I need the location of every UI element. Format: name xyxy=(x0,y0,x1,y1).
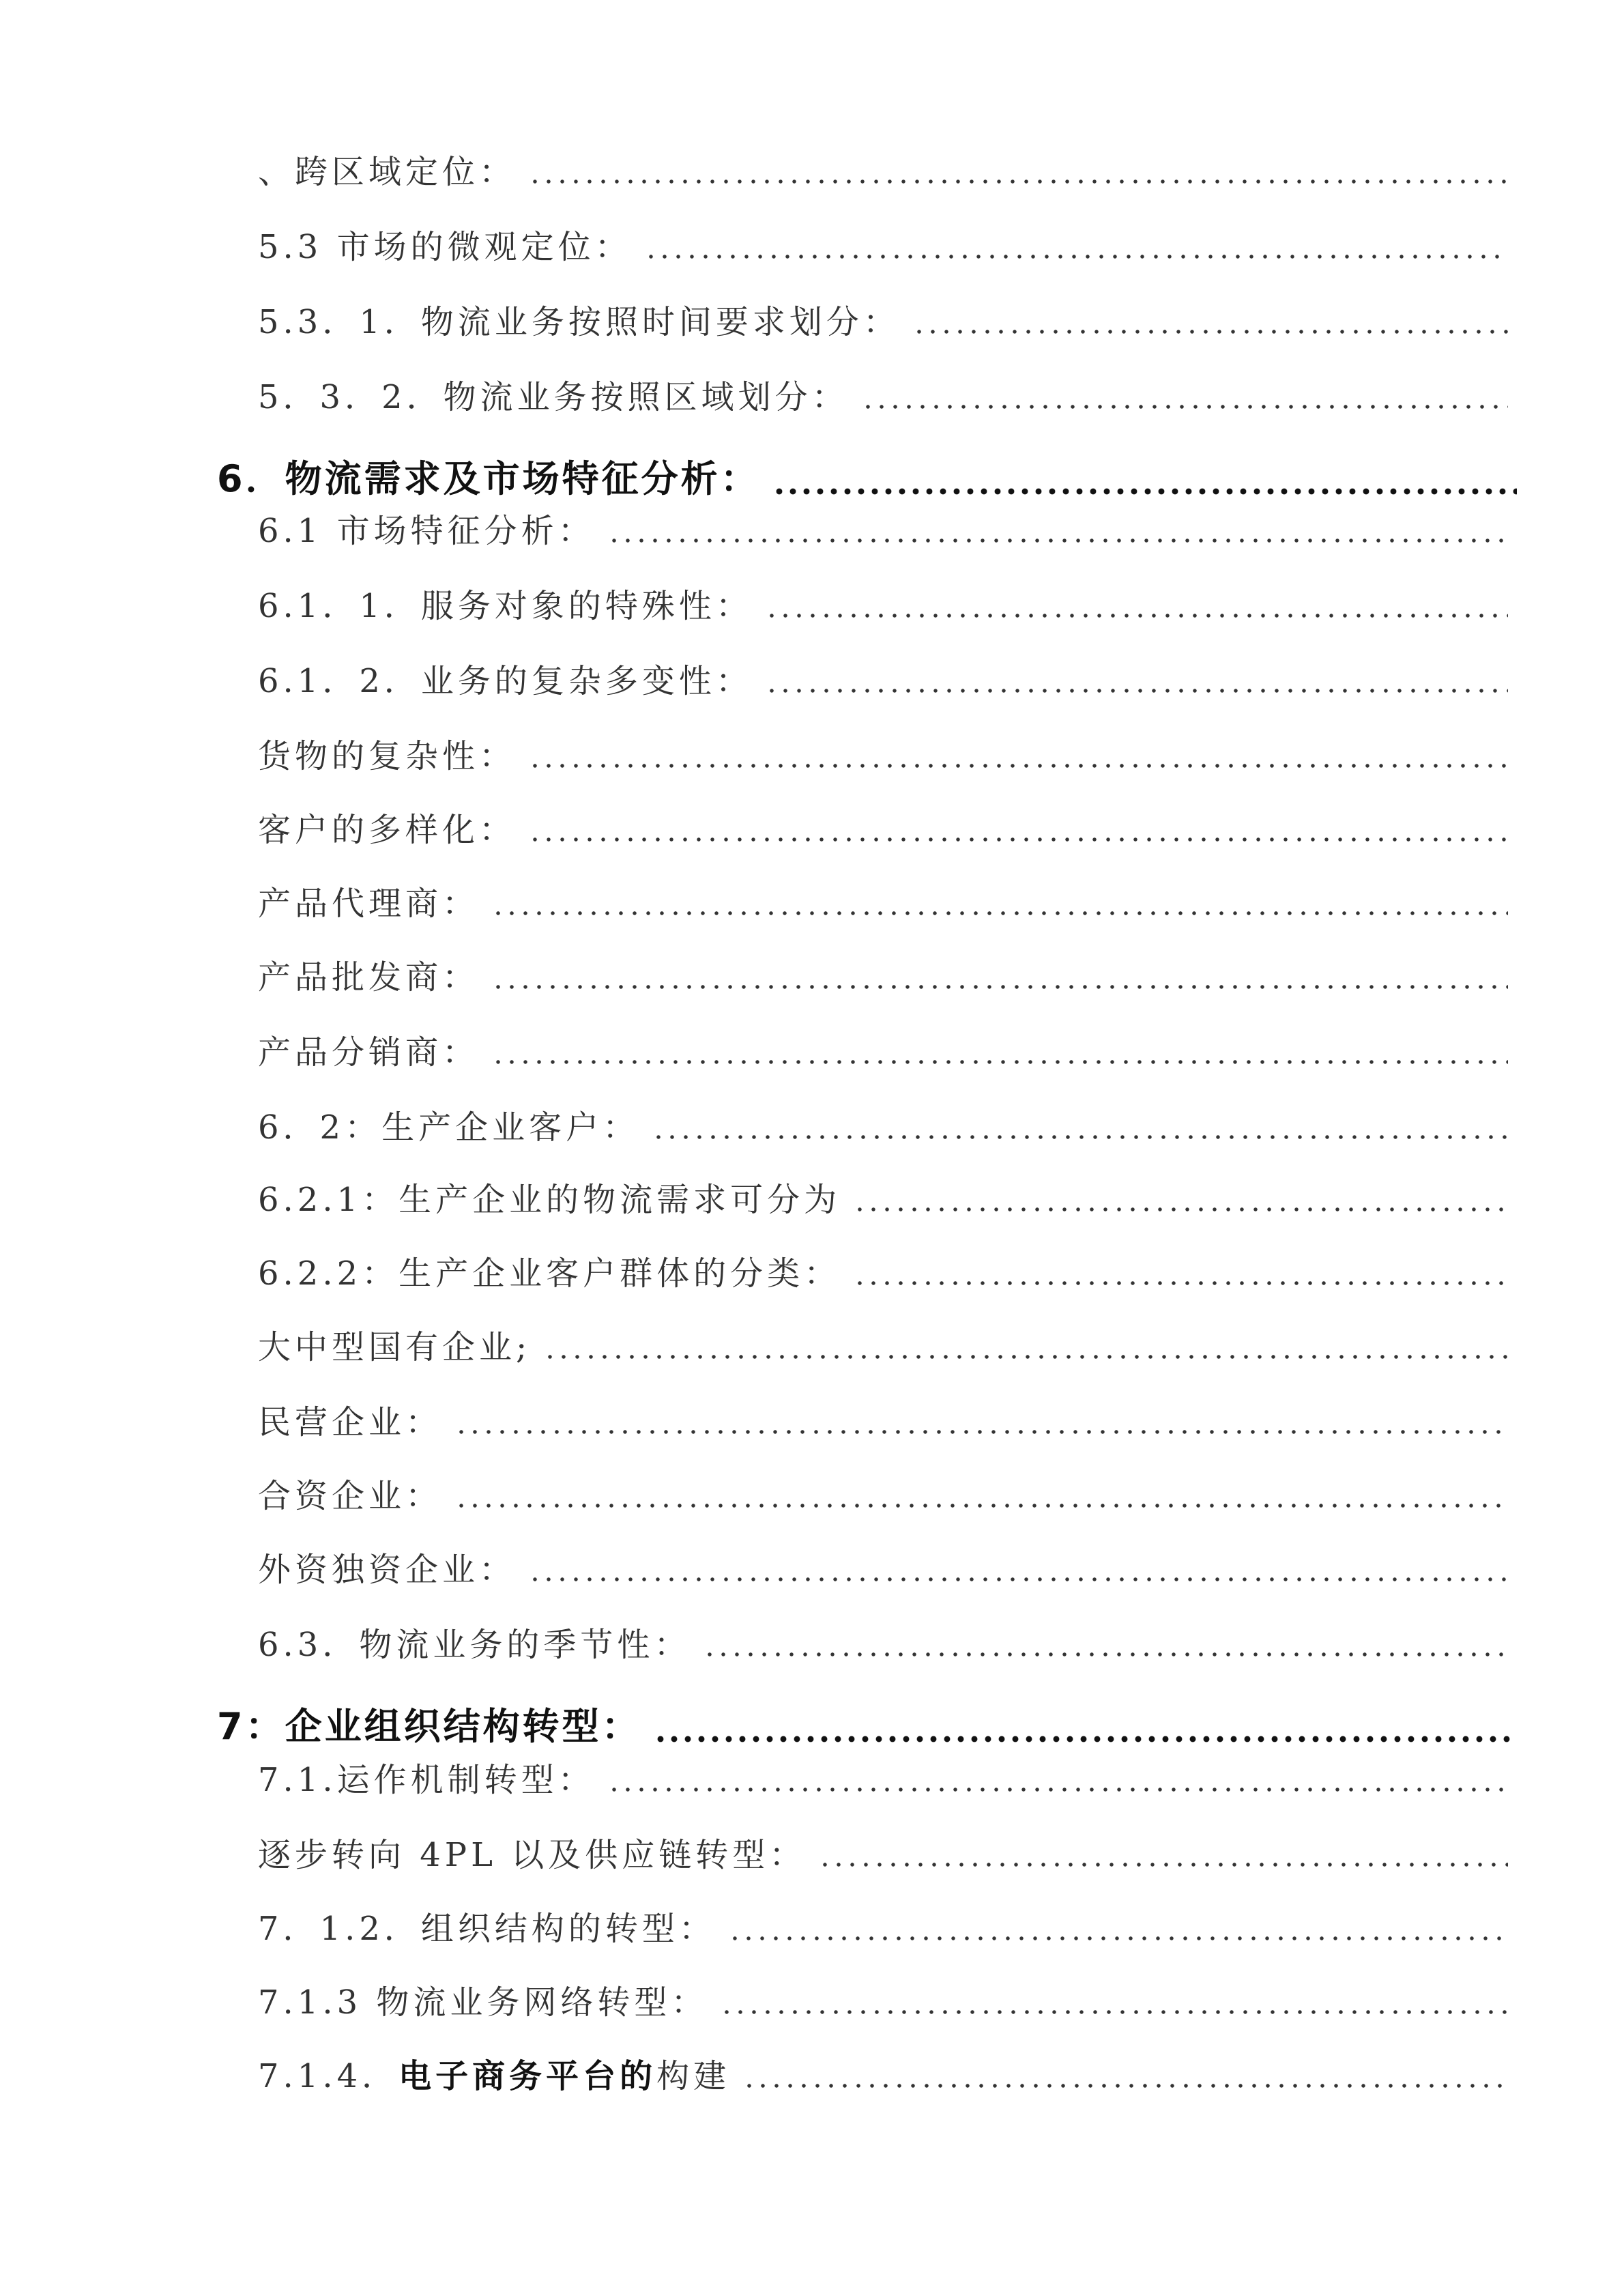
toc-entry-label: 6.2.2：生产企业客户群体的分类： xyxy=(258,1254,841,1293)
toc-entry-suffix: 构建 xyxy=(656,2057,731,2095)
dot-leader xyxy=(765,612,1508,620)
dot-leader xyxy=(728,1934,1508,1942)
toc-entry-label: 逐步转向 4PL 以及供应链转型： xyxy=(258,1836,807,1874)
dot-leader xyxy=(742,2082,1508,2090)
dot-leader xyxy=(765,687,1508,695)
toc-entry-label: 民营企业： xyxy=(258,1403,443,1441)
toc-entry-5-3-2[interactable] xyxy=(258,374,1508,418)
toc-entry-label: 5.3．1．物流业务按照时间要求划分： xyxy=(258,303,900,341)
toc-entry-6-1[interactable] xyxy=(258,508,1508,551)
toc-entry-label: 、跨区域定位： xyxy=(258,153,517,191)
dot-leader xyxy=(652,1133,1508,1141)
toc-entry-cross-region-positioning[interactable] xyxy=(258,149,1508,192)
dot-leader xyxy=(853,1205,1508,1214)
toc-entry-label: 大中型国有企业; xyxy=(258,1328,532,1366)
dot-leader xyxy=(644,253,1508,261)
dot-leader xyxy=(454,1502,1508,1510)
toc-entry-7-1-2[interactable] xyxy=(258,1906,1508,1949)
toc-entry-label: 7.1.3 物流业务网络转型： xyxy=(258,1983,708,2022)
toc-entry-product-distributor[interactable] xyxy=(258,1029,1508,1073)
toc-entry-state-owned[interactable] xyxy=(258,1324,1508,1368)
dot-leader xyxy=(607,1785,1508,1794)
dot-leader xyxy=(491,909,1508,917)
toc-chapter-6[interactable] xyxy=(217,455,1517,502)
toc-entry-label: 6.1．2．业务的复杂多变性： xyxy=(258,662,753,700)
dot-leader xyxy=(528,762,1508,770)
toc-entry-6-3[interactable] xyxy=(258,1622,1508,1665)
toc-entry-label: 外资独资企业： xyxy=(258,1551,517,1589)
dot-leader xyxy=(454,1428,1508,1436)
toc-entry-label: 产品分销商： xyxy=(258,1033,480,1072)
dot-leader xyxy=(491,983,1508,991)
toc-entry-7-1[interactable] xyxy=(258,1757,1508,1800)
toc-entry-label: 货物的复杂性： xyxy=(258,737,517,775)
dot-leader xyxy=(772,487,1517,496)
toc-entry-cargo-complexity[interactable] xyxy=(258,733,1508,777)
dot-leader xyxy=(720,2008,1508,2016)
toc-entry-foreign-owned[interactable] xyxy=(258,1547,1508,1590)
toc-entry-7-1-3[interactable] xyxy=(258,1979,1508,2023)
dot-leader xyxy=(861,403,1508,411)
toc-chapter-label: 6．物流需求及市场特征分析： xyxy=(217,457,760,500)
toc-chapter-7[interactable] xyxy=(217,1702,1517,1750)
dot-leader xyxy=(703,1650,1508,1659)
dot-leader xyxy=(543,1353,1508,1361)
toc-entry-6-2-1[interactable] xyxy=(258,1177,1508,1220)
toc-entry-5-3-1[interactable] xyxy=(258,299,1508,343)
toc-entry-label: 5.3 市场的微观定位： xyxy=(258,228,632,266)
toc-entry-product-agent[interactable] xyxy=(258,880,1508,924)
toc-entry-label: 7．1.2．组织结构的转型： xyxy=(258,1910,716,1948)
dot-leader xyxy=(853,1279,1508,1287)
dot-leader xyxy=(607,536,1508,545)
toc-entry-label: 7.1.运作机制转型： xyxy=(258,1761,595,1799)
dot-leader xyxy=(912,328,1508,336)
toc-entry-label: 6.2.1：生产企业的物流需求可分为 xyxy=(258,1181,841,1219)
toc-entry-6-2[interactable] xyxy=(258,1104,1508,1148)
toc-entry-7-1-4[interactable] xyxy=(258,2053,1508,2097)
toc-entry-label: 6.3．物流业务的季节性： xyxy=(258,1626,691,1664)
toc-entry-label: 产品批发商： xyxy=(258,958,480,996)
toc-entry-product-wholesaler[interactable] xyxy=(258,954,1508,998)
dot-leader xyxy=(528,177,1508,186)
toc-entry-bold-part: 电子商务平台的 xyxy=(398,2057,657,2095)
toc-entry-customer-diversity[interactable] xyxy=(258,807,1508,850)
toc-entry-5-3[interactable] xyxy=(258,224,1508,268)
dot-leader xyxy=(491,1058,1508,1066)
dot-leader xyxy=(528,1575,1508,1583)
toc-entry-label: 6．2：生产企业客户： xyxy=(258,1108,640,1147)
toc-entry-label: 产品代理商： xyxy=(258,885,480,923)
toc-entry-6-2-2[interactable] xyxy=(258,1250,1508,1294)
toc-entry-label xyxy=(258,2053,730,2097)
toc-entry-label: 6.1．1．服务对象的特殊性： xyxy=(258,587,753,625)
toc-entry-6-1-1[interactable] xyxy=(258,583,1508,627)
toc-entry-joint-venture[interactable] xyxy=(258,1473,1508,1517)
toc-entry-private[interactable] xyxy=(258,1399,1508,1443)
toc-entry-label: 合资企业： xyxy=(258,1477,443,1515)
dot-leader xyxy=(654,1735,1517,1743)
toc-entry-6-1-2[interactable] xyxy=(258,658,1508,702)
toc-chapter-label: 7：企业组织结构转型： xyxy=(217,1705,641,1748)
toc-entry-label: 客户的多样化： xyxy=(258,811,517,849)
toc-entry-4pl-transition[interactable] xyxy=(258,1832,1508,1876)
toc-entry-prefix: 7.1.4． xyxy=(258,2057,399,2095)
dot-leader xyxy=(528,835,1508,844)
toc-entry-label: 6.1 市场特征分析： xyxy=(258,512,595,550)
toc-entry-label: 5．3．2．物流业务按照区域划分： xyxy=(258,378,849,416)
dot-leader xyxy=(818,1861,1508,1869)
